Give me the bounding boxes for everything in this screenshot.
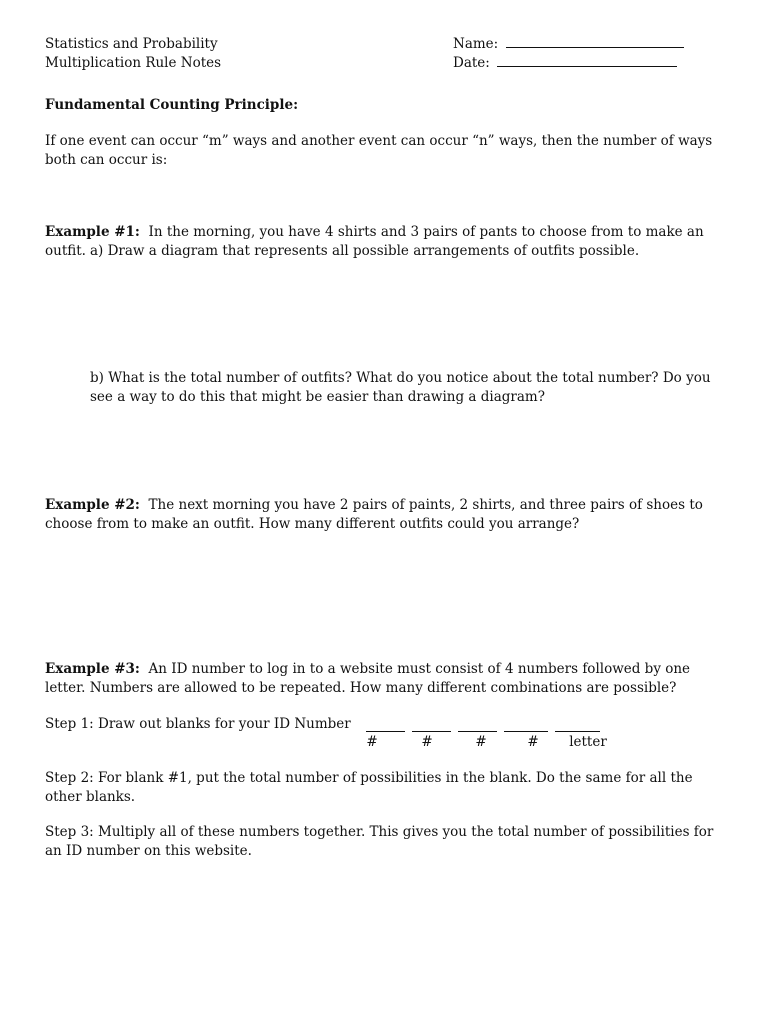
- example3-text: An ID number to log in to a website must consist of 4 numbers followed by one letter. Numbers are allowed to be repeated. How many different combinations are possible?: [45, 661, 691, 696]
- id-blank-label-4: #: [527, 734, 539, 750]
- example3-label: Example #3:: [45, 661, 140, 677]
- example3: [45, 660, 705, 698]
- step3-text: Step 3: Multiply all of these numbers together. This gives you the total number of possibilities for an ID number on this website.: [45, 824, 714, 859]
- id-blank-label-5: letter: [569, 734, 607, 750]
- name-label: Name:: [453, 36, 499, 52]
- date-label: Date:: [453, 55, 490, 71]
- id-blank-2[interactable]: [412, 719, 451, 732]
- id-blank-1[interactable]: [366, 719, 405, 732]
- example2: [45, 496, 715, 534]
- id-blank-label-2: #: [421, 734, 433, 750]
- example1-part-b: b) What is the total number of outfits? What do you notice about the total number? Do you see a way to do this that might be easier than drawing a diagram?: [90, 370, 711, 405]
- name-field[interactable]: [506, 35, 684, 48]
- id-blank-4[interactable]: [504, 719, 548, 732]
- date-row: [453, 54, 684, 73]
- fcp-heading: Fundamental Counting Principle:: [45, 97, 299, 113]
- id-blank-label-3: #: [475, 734, 487, 750]
- date-field[interactable]: [497, 54, 677, 67]
- step1-text: Step 1: Draw out blanks for your ID Number: [45, 716, 351, 732]
- example2-label: Example #2:: [45, 497, 140, 513]
- step2-text: Step 2: For blank #1, put the total number of possibilities in the blank. Do the same for all the other blanks.: [45, 770, 693, 805]
- example1-part-a: a) Draw a diagram that represents all possible arrangements of outfits possible.: [90, 243, 640, 259]
- course-title: Statistics and Probability: [45, 36, 218, 52]
- fcp-text: If one event can occur “m” ways and another event can occur “n” ways, then the number of ways both can occur is:: [45, 133, 713, 168]
- header-right: [453, 35, 684, 73]
- header-left: [45, 35, 221, 73]
- topic-title: Multiplication Rule Notes: [45, 55, 222, 71]
- example1-text: In the morning, you have 4 shirts and 3 pairs of pants to choose from to make an outfit.: [45, 224, 704, 259]
- id-blank-label-1: #: [366, 734, 378, 750]
- example2-text: The next morning you have 2 pairs of paints, 2 shirts, and three pairs of shoes to choose from to make an outfit. How many different outfits could you arrange?: [45, 497, 703, 532]
- id-blank-5[interactable]: [555, 719, 600, 732]
- name-row: [453, 35, 684, 54]
- id-blank-3[interactable]: [458, 719, 497, 732]
- example1-label: Example #1:: [45, 224, 140, 240]
